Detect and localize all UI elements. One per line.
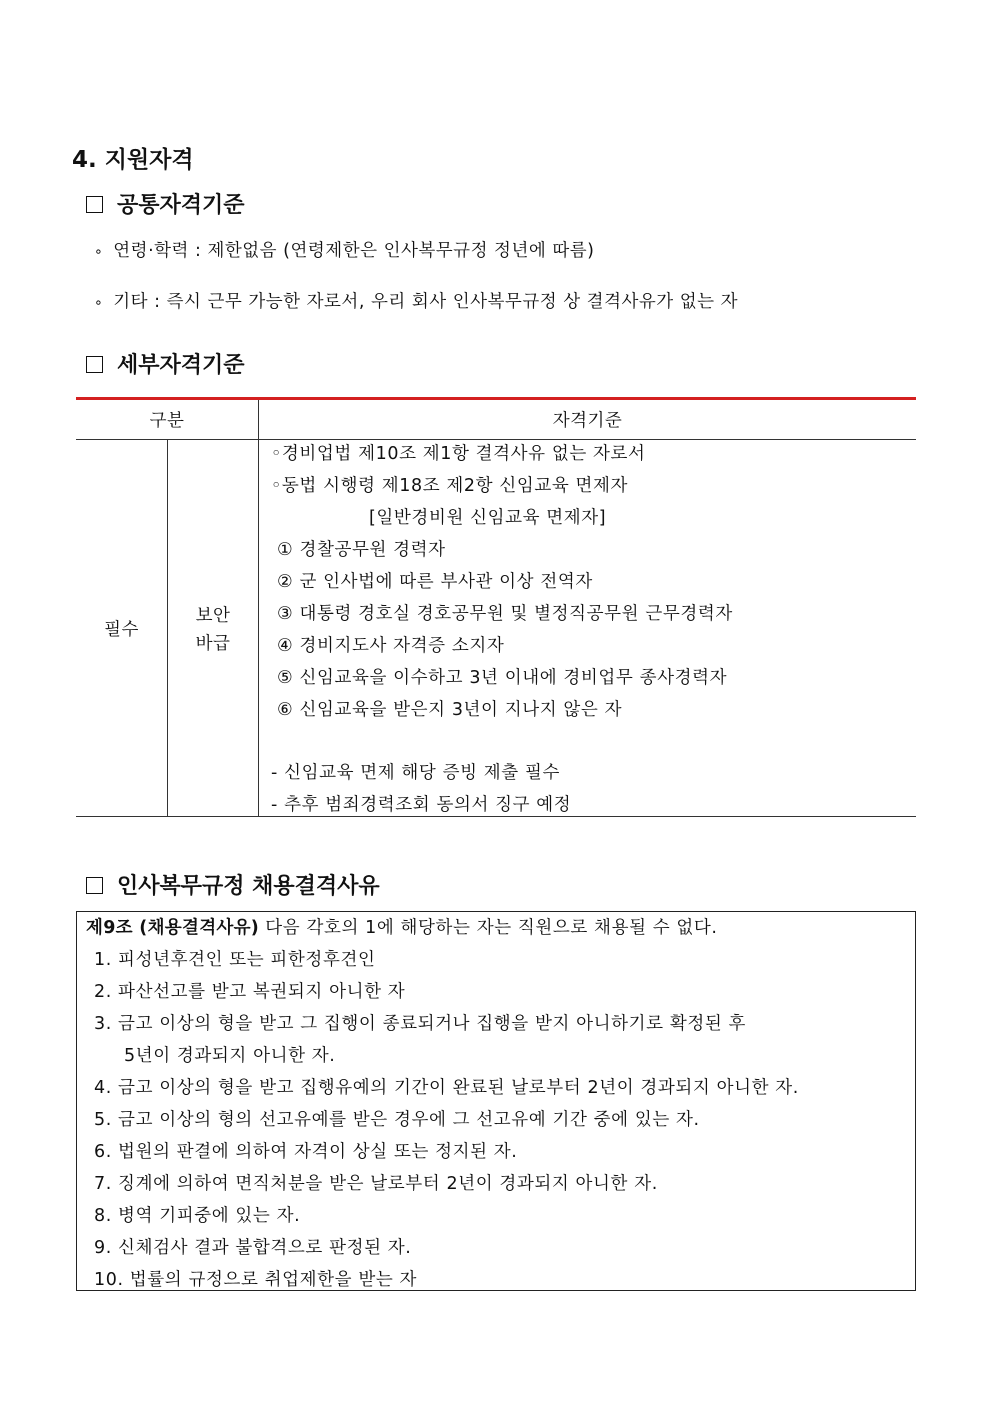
list-item: 3. 금고 이상의 형을 받고 그 집행이 종료되거나 집행을 받지 아니하기로 확정된 후 [94, 1014, 747, 1034]
common-item-text: 연령·학력 : 제한없음 (연령제한은 인사복무규정 정년에 따름) [113, 241, 595, 261]
criteria-line: ⑤ 신임교육을 이수하고 3년 이내에 경비업무 종사경력자 [277, 668, 728, 688]
detail-heading-label: 세부자격기준 [117, 353, 245, 378]
article-label: 제9조 (채용결격사유) [86, 918, 260, 938]
common-heading-label: 공통자격기준 [117, 193, 245, 218]
header-criteria: 자격기준 [552, 411, 623, 431]
table-col-divider [167, 439, 168, 816]
detail-heading [86, 348, 245, 379]
disqualification-heading [86, 869, 380, 900]
disqualification-heading-label: 인사복무규정 채용결격사유 [117, 874, 380, 899]
criteria-line: ② 군 인사법에 따른 부사관 이상 전역자 [277, 572, 593, 592]
checkbox-square-icon [86, 196, 103, 213]
header-category: 구분 [149, 411, 185, 431]
checkbox-square-icon [86, 877, 103, 894]
table-bottom-rule [76, 816, 916, 817]
article-text: 다음 각호의 1에 해당하는 자는 직원으로 채용될 수 없다. [259, 918, 718, 938]
list-item: 8. 병역 기피중에 있는 자. [94, 1206, 301, 1226]
list-item: 5. 금고 이상의 형의 선고유예를 받은 경우에 그 선고유예 기간 중에 있는 자. [94, 1110, 700, 1130]
criteria-line: ① 경찰공무원 경력자 [277, 540, 446, 560]
list-item-continuation: 5년이 경과되지 아니한 자. [124, 1046, 336, 1066]
detail-criteria-table [76, 397, 916, 817]
row-type: 필수 [104, 620, 139, 640]
common-item-age [94, 237, 594, 262]
criteria-note: - 추후 범죄경력조회 동의서 징구 예정 [271, 795, 572, 815]
common-item-text: 기타 : 즉시 근무 가능한 자로서, 우리 회사 인사복무규정 상 결격사유가 없는 자 [113, 292, 739, 312]
criteria-line: ④ 경비지도사 자격증 소지자 [277, 636, 505, 656]
list-item: 2. 파산선고를 받고 복권되지 아니한 자 [94, 982, 406, 1002]
list-item: 7. 징계에 의하여 면직처분을 받은 날로부터 2년이 경과되지 아니한 자. [94, 1174, 658, 1194]
article-line [86, 914, 718, 939]
list-item: 4. 금고 이상의 형을 받고 집행유예의 기간이 완료된 날로부터 2년이 경과되지 아니한 자. [94, 1078, 799, 1098]
section-title: 4. 지원자격 [72, 147, 194, 173]
bullet-icon: ∘ [94, 244, 104, 260]
checkbox-square-icon [86, 356, 103, 373]
row-position-line2: 바급 [195, 634, 231, 654]
criteria-line: ◦경비업법 제10조 제1항 결격사유 없는 자로서 [271, 444, 646, 464]
criteria-subheading: [일반경비원 신임교육 면제자] [369, 508, 607, 528]
criteria-line: ◦동법 시행령 제18조 제2항 신임교육 면제자 [271, 476, 629, 496]
common-heading [86, 188, 245, 219]
criteria-line: ③ 대통령 경호실 경호공무원 및 별정직공무원 근무경력자 [277, 604, 733, 624]
table-col-divider [258, 400, 259, 816]
common-item-other [94, 288, 738, 313]
criteria-line: ⑥ 신임교육을 받은지 3년이 지나지 않은 자 [277, 700, 623, 720]
list-item: 9. 신체검사 결과 불합격으로 판정된 자. [94, 1238, 412, 1258]
list-item: 10. 법률의 규정으로 취업제한을 받는 자 [94, 1270, 418, 1290]
list-item: 6. 법원의 판결에 의하여 자격이 상실 또는 정지된 자. [94, 1142, 518, 1162]
table-top-rule [76, 397, 916, 400]
row-position-line1: 보안 [195, 606, 231, 626]
criteria-note: - 신임교육 면제 해당 증빙 제출 필수 [271, 763, 560, 783]
bullet-icon: ∘ [94, 295, 104, 311]
list-item: 1. 피성년후견인 또는 피한정후견인 [94, 950, 376, 970]
disqualification-box [76, 911, 916, 1291]
